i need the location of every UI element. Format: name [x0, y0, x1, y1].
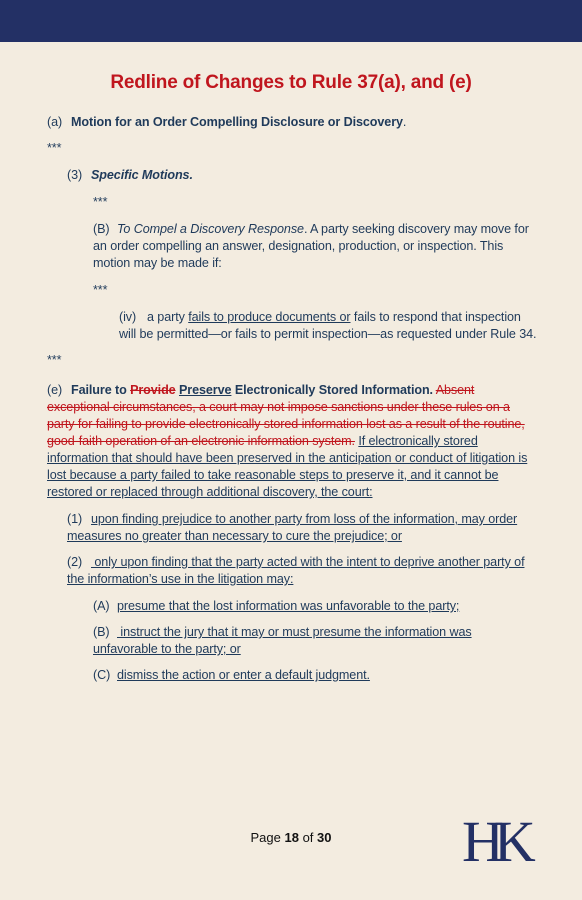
item-2-mark: (2)	[67, 555, 83, 569]
clause-iv	[119, 309, 537, 343]
section-e-heading-a: Failure to	[71, 383, 131, 397]
section-e-mark: (e)	[47, 383, 63, 397]
subsection-3	[67, 167, 537, 184]
subsection-3-heading: Specific Motions.	[91, 168, 193, 182]
footer-page-total: 30	[317, 830, 332, 845]
subitem-b-mark: (B)	[93, 625, 110, 639]
section-e-heading-deleted: Provide	[130, 383, 176, 397]
section-a-heading: Motion for an Order Compelling Disclosure or Discovery	[71, 115, 403, 129]
clause-iv-mark: (iv)	[119, 310, 137, 324]
section-e-heading-b: Electronically Stored Information.	[231, 383, 433, 397]
footer-prefix: Page	[250, 830, 285, 845]
ellipsis-stars: ***	[47, 141, 62, 155]
clause-iv-inserted: fails to produce documents or	[188, 310, 351, 324]
ellipsis-stars: ***	[93, 283, 108, 297]
item-1	[67, 511, 537, 545]
item-2	[67, 554, 537, 588]
subitem-c	[93, 667, 537, 684]
section-e-deleted-text: Absent exceptional circumstances, a court may not impose sanctions under these rules on a party for failing to provide electronically stored information lost as a result of the routine, good-faith operation of an electronic information system.	[47, 383, 525, 448]
document-body	[47, 114, 537, 684]
subitem-a	[93, 598, 537, 615]
section-a-end: .	[402, 115, 407, 129]
subsection-3-mark: (3)	[67, 168, 83, 182]
item-1-text: upon finding prejudice to another party from loss of the information, may order measures no greater than necessary to cure the prejudice; or	[67, 512, 518, 543]
section-a-mark: (a)	[47, 115, 63, 129]
footer-page-number: 18	[284, 830, 299, 845]
item-1-mark: (1)	[67, 512, 83, 526]
subitem-b-text: instruct the jury that it may or must presume the information was unfavorable to the party; or	[93, 625, 472, 656]
subitem-a-text: presume that the lost information was unfavorable to the party;	[117, 599, 460, 613]
hk-logo: HK	[462, 809, 526, 874]
subitem-a-mark: (A)	[93, 599, 110, 613]
section-a	[47, 114, 537, 131]
section-e-heading-inserted: Preserve	[178, 383, 232, 397]
section-e-inserted-text: If electronically stored information that should have been preserved in the anticipation or conduct of litigation is lost because a party failed to take reasonable steps to preserve it, and it cannot be restored or replaced through additional discovery, the court:	[47, 434, 528, 499]
clause-iv-lead: a party	[147, 310, 189, 324]
ellipsis-stars: ***	[47, 353, 62, 367]
paragraph-b	[93, 221, 537, 272]
subitem-b	[93, 624, 537, 658]
page-title: Redline of Changes to Rule 37(a), and (e)	[110, 72, 472, 93]
clause-iv-rest: fails to respond that inspection will be permitted—or fails to permit inspection—as requested under Rule 34.	[119, 310, 537, 341]
section-e	[47, 382, 537, 501]
paragraph-b-heading: To Compel a Discovery Response	[117, 222, 304, 236]
paragraph-b-dot: .	[303, 222, 308, 236]
item-2-text: only upon finding that the party acted with the intent to deprive another party of the information’s use in the litigation may:	[67, 555, 525, 586]
footer-of: of	[298, 830, 318, 845]
paragraph-b-text: A party seeking discovery may move for an order compelling an answer, designation, production, or inspection. This motion may be made if:	[93, 222, 529, 270]
ellipsis-stars: ***	[93, 195, 108, 209]
subitem-c-mark: (C)	[93, 668, 111, 682]
top-banner	[0, 0, 582, 42]
subitem-c-text: dismiss the action or enter a default judgment.	[117, 668, 370, 682]
paragraph-b-mark: (B)	[93, 222, 110, 236]
